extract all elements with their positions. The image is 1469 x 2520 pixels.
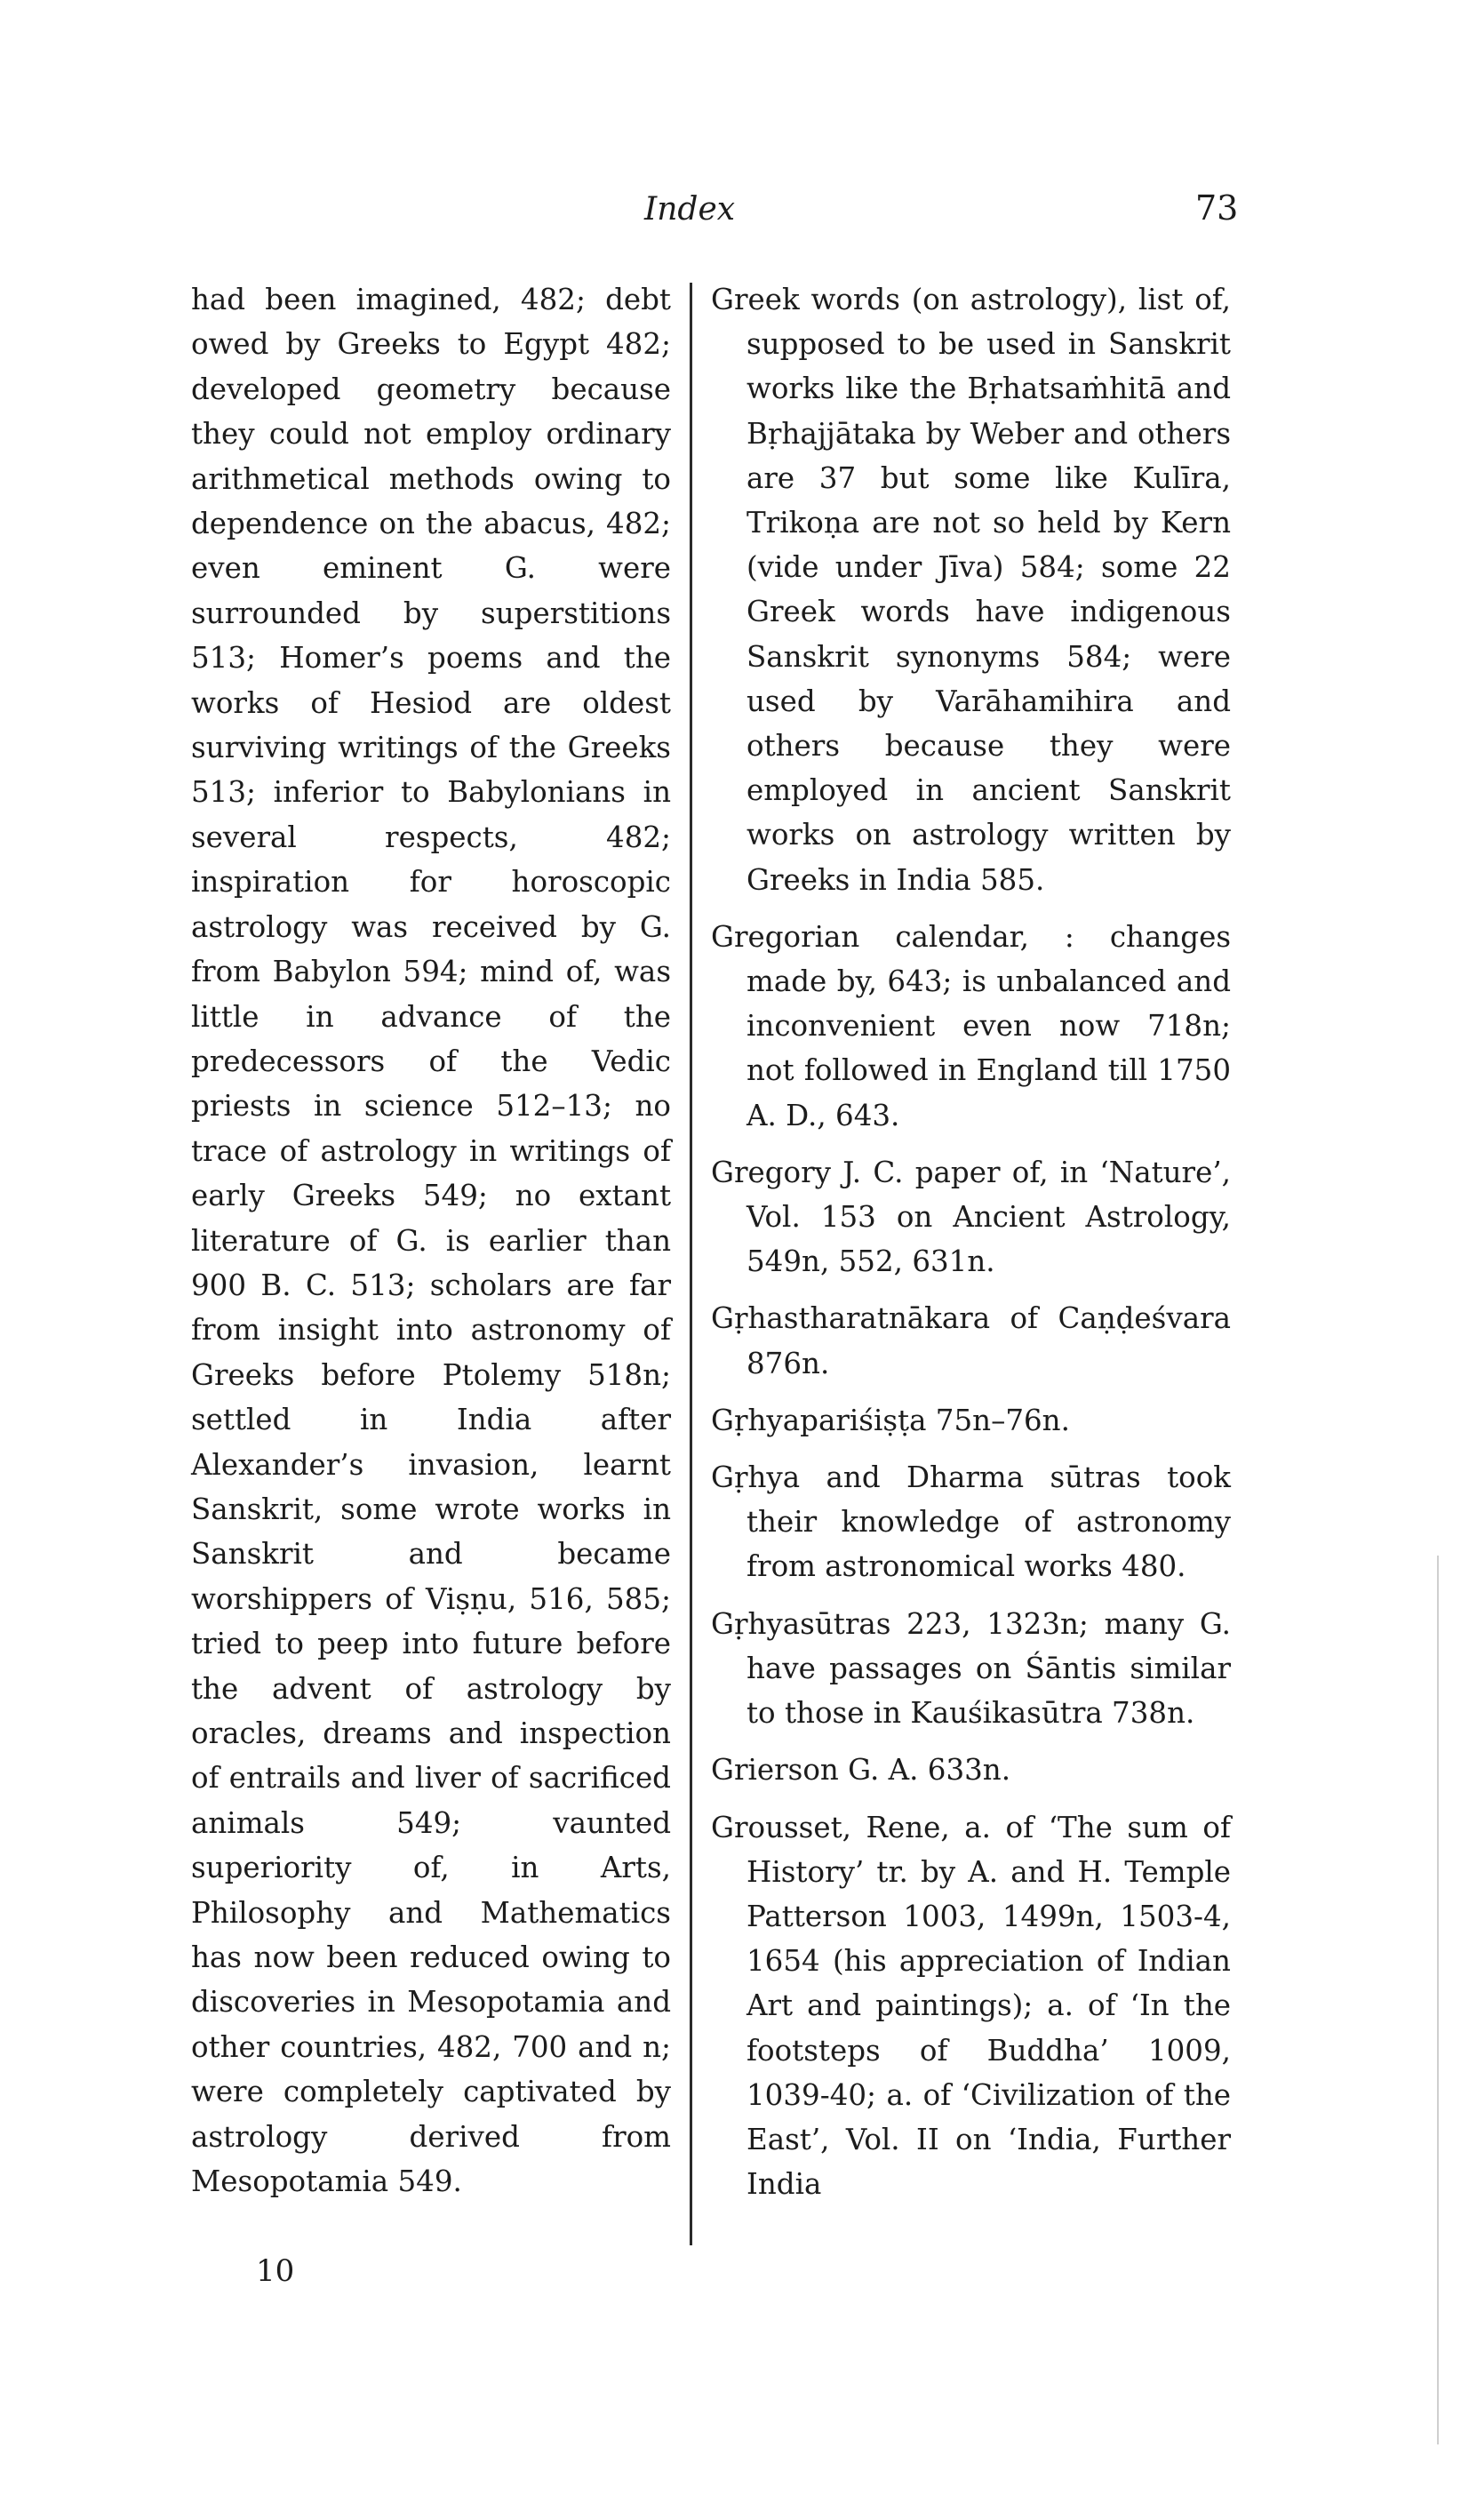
index-entry-gregorian-calendar: Gregorian calendar, : changes made by, 643; is unbalanced and inconvenient even now 718n; not followed in England till 1750 A. D., 643. — [711, 919, 1231, 1132]
page-header-title: Index — [644, 191, 736, 228]
index-entry-grhya-dharma-sutras: Gṛhya and Dharma sūtras took their knowledge of astronomy from astronomical works 480. — [711, 1460, 1231, 1584]
left-column-text: had been imagined, 482; debt owed by Greeks to Egypt 482; developed geometry because they could not employ ordinary arithmetical methods owing to dependence on the abacus, 482; even eminent G. were surrounded by superstitions 513; Homer’s poems and the works of Hesiod are oldest surviving writings of the Greeks 513; inferior to Babylonians in several respects, 482; inspiration for horoscopic astrology was received by G. from Babylon 594; mind of, was little in advance of the predecessors of the Vedic priests in science 512–13; no trace of astrology in writings of early Greeks 549; no extant literature of G. is earlier than 900 B. C. 513; scholars are far from insight into astronomy of Greeks before Ptolemy 518n; settled in India after Alexander’s invasion, learnt Sanskrit, some wrote works in Sanskrit and became worshippers of Viṣṇu, 516, 585; tried to peep into future before the advent of astrology by oracles, dreams and inspection of entrails and liver of sacrificed animals 549; vaunted superiority of, in Arts, Philosophy and Mathematics has now been reduced owing to discoveries in Mesopotamia and other countries, 482, 700 and n; were completely captivated by astrology derived from Mesopotamia 549. — [191, 283, 671, 2199]
index-entry-grhyaparisista: Gṛhyapariśiṣṭa 75n–76n. — [711, 1403, 1070, 1437]
index-entry-greek-words: Greek words (on astrology), list of, supposed to be used in Sanskrit works like the Bṛhatsaṁhitā and Bṛhajjātaka by Weber and others are 37 but some like Kulīra, Trikoṇa are not so held by Kern (vide under Jīva) 584; some 22 Greek words have indigenous Sanskrit synonyms 584; were used by Varāhamihira and others because they were employed in ancient Sanskrit works on astrology written by Greeks in India 585. — [711, 283, 1231, 897]
index-entry-grierson: Grierson G. A. 633n. — [711, 1753, 1011, 1788]
page-edge-mark — [1437, 1556, 1439, 2444]
signature-mark: 10 — [256, 2253, 295, 2289]
page-number: 73 — [1195, 188, 1239, 228]
index-entry-grhastharatnakara: Gṛhastharatnākara of Caṇḍeśvara 876n. — [711, 1301, 1231, 1380]
index-entry-grousset: Grousset, Rene, a. of ‘The sum of History’ tr. by A. and H. Temple Patterson 1003, 1499n, 1503-4, 1654 (his appreciation of Indian Art and paintings); a. of ‘In the footsteps of Buddha’ 1009, 1039-40; a. of ‘Civilization of the East’, Vol. II on ‘India, Further India — [711, 1810, 1231, 2202]
column-divider — [690, 283, 692, 2245]
index-entry-gregory: Gregory J. C. paper of, in ‘Nature’, Vol. 153 on Ancient Astrology, 549n, 552, 631n. — [711, 1155, 1231, 1279]
index-entry-grhyasutras: Gṛhyasūtras 223, 1323n; many G. have passages on Śāntis similar to those in Kauśikasūtra 738n. — [711, 1606, 1231, 1731]
right-column — [711, 277, 1231, 2219]
left-column — [191, 277, 671, 2204]
